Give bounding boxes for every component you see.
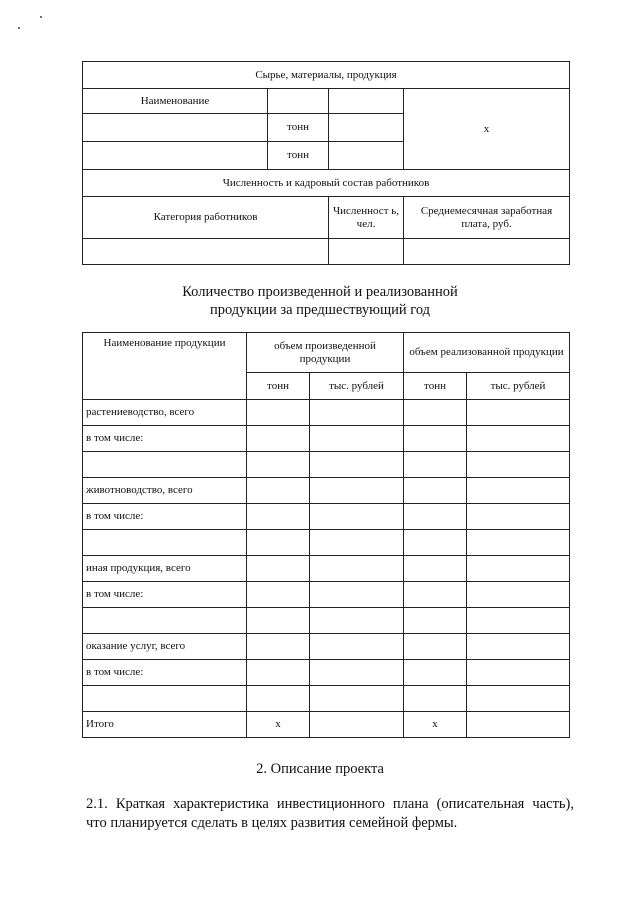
row-cell bbox=[404, 426, 467, 452]
row-cell bbox=[467, 582, 570, 608]
staff-cell bbox=[83, 239, 329, 265]
materials-cell bbox=[329, 114, 404, 142]
row-label: иная продукция, всего bbox=[83, 556, 247, 582]
row-cell bbox=[310, 478, 404, 504]
total-cross: х bbox=[247, 712, 310, 738]
table-row bbox=[83, 478, 570, 504]
staff-cell bbox=[329, 239, 404, 265]
scan-speck bbox=[18, 27, 20, 29]
materials-cell bbox=[329, 89, 404, 114]
col-sold: объем реализованной продукции bbox=[404, 333, 570, 373]
row-label: в том числе: bbox=[83, 660, 247, 686]
row-cell bbox=[247, 530, 310, 556]
table-row bbox=[83, 556, 570, 582]
production-rows bbox=[83, 400, 570, 712]
row-cell bbox=[404, 478, 467, 504]
table-row bbox=[83, 400, 570, 426]
row-cell bbox=[467, 504, 570, 530]
sub-rub: тыс. рублей bbox=[310, 373, 404, 400]
row-cell bbox=[310, 452, 404, 478]
section-title: 2. Описание проекта bbox=[256, 761, 384, 777]
row-cell bbox=[404, 582, 467, 608]
sub-rub: тыс. рублей bbox=[467, 373, 570, 400]
row-cell bbox=[310, 660, 404, 686]
row-cell bbox=[247, 426, 310, 452]
materials-cross: х bbox=[404, 89, 570, 170]
row-label bbox=[83, 530, 247, 556]
table-row bbox=[83, 686, 570, 712]
row-label bbox=[83, 686, 247, 712]
table-row bbox=[83, 530, 570, 556]
row-cell bbox=[467, 634, 570, 660]
row-cell bbox=[404, 608, 467, 634]
row-cell bbox=[404, 634, 467, 660]
row-cell bbox=[467, 660, 570, 686]
sub-tons: тонн bbox=[247, 373, 310, 400]
staff-col-category: Категория работников bbox=[83, 197, 329, 239]
materials-staff-table bbox=[82, 61, 570, 265]
row-cell bbox=[467, 530, 570, 556]
row-label bbox=[83, 452, 247, 478]
row-cell bbox=[247, 634, 310, 660]
row-cell bbox=[404, 504, 467, 530]
total-cell bbox=[310, 712, 404, 738]
materials-cell bbox=[329, 142, 404, 170]
row-cell bbox=[404, 400, 467, 426]
table-row bbox=[83, 452, 570, 478]
row-cell bbox=[247, 660, 310, 686]
table-row bbox=[83, 660, 570, 686]
table-row bbox=[83, 426, 570, 452]
row-label: растениеводство, всего bbox=[83, 400, 247, 426]
total-cell bbox=[467, 712, 570, 738]
row-cell bbox=[247, 452, 310, 478]
materials-cell bbox=[83, 114, 268, 142]
total-cross: х bbox=[404, 712, 467, 738]
row-cell bbox=[247, 556, 310, 582]
row-cell bbox=[467, 556, 570, 582]
staff-col-count: Численност ь, чел. bbox=[329, 197, 404, 239]
materials-cell bbox=[268, 89, 329, 114]
row-cell bbox=[467, 478, 570, 504]
staff-cell bbox=[404, 239, 570, 265]
row-cell bbox=[404, 556, 467, 582]
sub-tons: тонн bbox=[404, 373, 467, 400]
row-cell bbox=[467, 452, 570, 478]
materials-header: Сырье, материалы, продукция bbox=[83, 62, 570, 89]
staff-header: Численность и кадровый состав работников bbox=[83, 170, 570, 197]
row-cell bbox=[404, 660, 467, 686]
row-cell bbox=[247, 400, 310, 426]
production-table bbox=[82, 332, 570, 738]
row-cell bbox=[247, 478, 310, 504]
row-label bbox=[83, 608, 247, 634]
row-label: в том числе: bbox=[83, 504, 247, 530]
row-cell bbox=[467, 400, 570, 426]
table-row bbox=[83, 608, 570, 634]
paragraph-line: 2.1. Краткая характеристика инвестиционного плана (описательная часть), bbox=[86, 796, 574, 812]
row-label: оказание услуг, всего bbox=[83, 634, 247, 660]
row-cell bbox=[247, 582, 310, 608]
row-cell bbox=[310, 400, 404, 426]
row-cell bbox=[310, 582, 404, 608]
production-heading-line2: продукции за предшествующий год bbox=[209, 302, 431, 318]
col-produced: объем произведенной продукции bbox=[247, 333, 404, 373]
row-cell bbox=[247, 504, 310, 530]
row-cell bbox=[247, 608, 310, 634]
row-cell bbox=[310, 504, 404, 530]
table-row bbox=[83, 582, 570, 608]
materials-unit: тонн bbox=[268, 142, 329, 170]
row-cell bbox=[310, 634, 404, 660]
materials-name-label: Наименование bbox=[83, 89, 268, 114]
paragraph-line: что планируется сделать в целях развития семейной фермы. bbox=[86, 815, 458, 831]
row-cell bbox=[404, 452, 467, 478]
table-row bbox=[83, 504, 570, 530]
materials-unit: тонн bbox=[268, 114, 329, 142]
row-cell bbox=[467, 426, 570, 452]
total-label: Итого bbox=[83, 712, 247, 738]
production-heading-line1: Количество произведенной и реализованной bbox=[182, 284, 458, 300]
row-cell bbox=[247, 686, 310, 712]
row-label: в том числе: bbox=[83, 582, 247, 608]
staff-col-salary: Среднемесячная заработная плата, руб. bbox=[404, 197, 570, 239]
production-heading bbox=[0, 283, 640, 319]
row-cell bbox=[404, 686, 467, 712]
row-cell bbox=[404, 530, 467, 556]
row-cell bbox=[310, 530, 404, 556]
row-label: в том числе: bbox=[83, 426, 247, 452]
row-cell bbox=[310, 426, 404, 452]
row-cell bbox=[467, 686, 570, 712]
row-cell bbox=[310, 556, 404, 582]
row-cell bbox=[467, 608, 570, 634]
scan-speck bbox=[40, 16, 42, 18]
row-cell bbox=[310, 608, 404, 634]
section-paragraph bbox=[86, 795, 574, 833]
row-cell bbox=[310, 686, 404, 712]
table-row bbox=[83, 634, 570, 660]
col-product-name: Наименование продукции bbox=[83, 333, 247, 400]
row-label: животноводство, всего bbox=[83, 478, 247, 504]
materials-cell bbox=[83, 142, 268, 170]
